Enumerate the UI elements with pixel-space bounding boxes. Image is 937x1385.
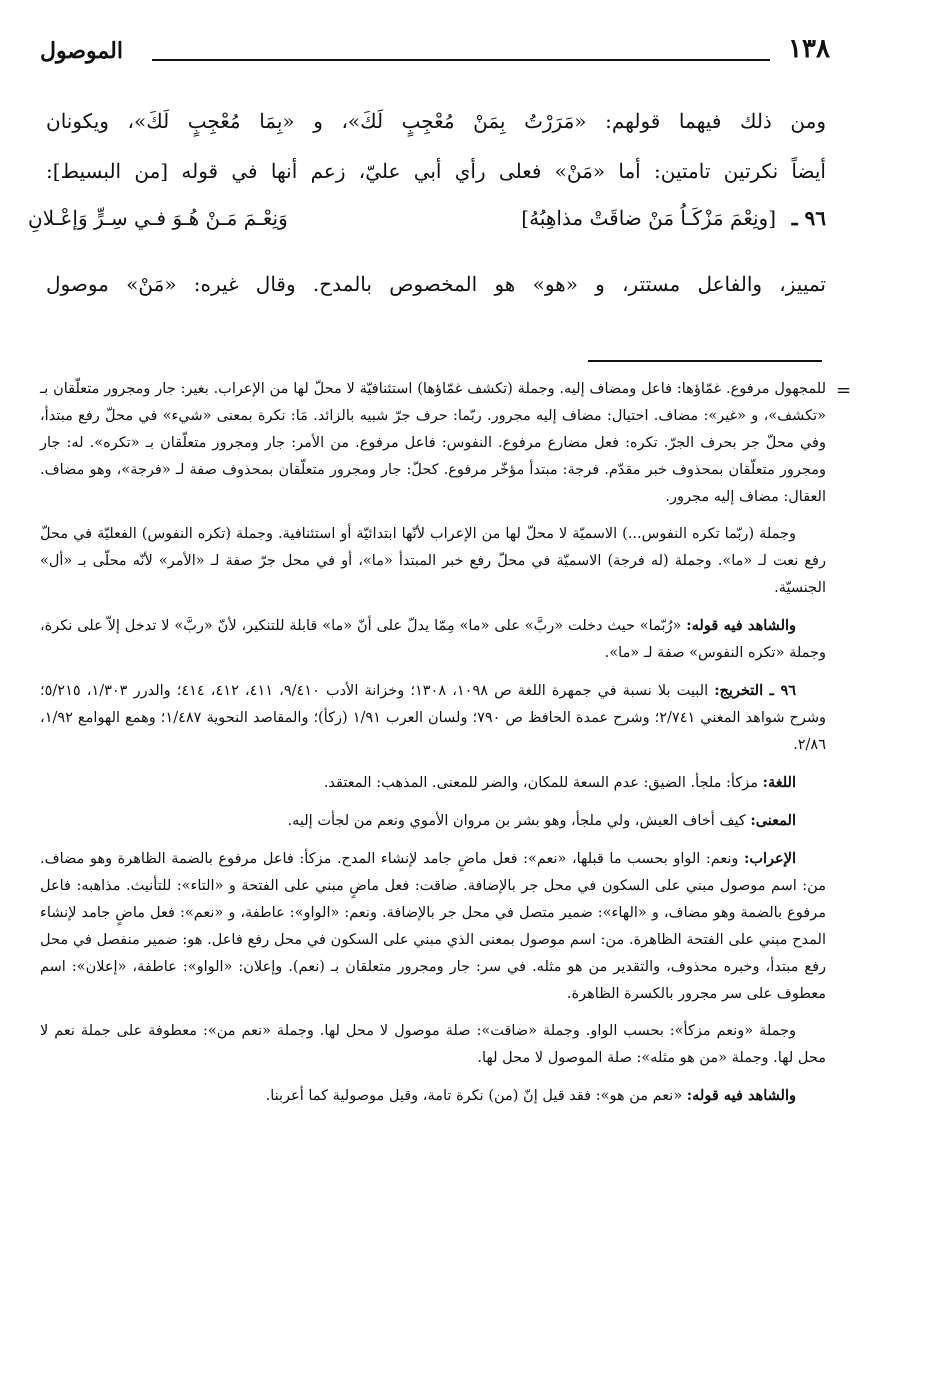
footnote-label: اللغة: <box>762 774 796 791</box>
footnote-separator <box>588 360 822 362</box>
footnote-paragraph <box>40 807 826 835</box>
footnote-text: كيف أخاف العيش، ولي ملجأ، وهو بشر بن مروان الأموي ونعم من لجأت إليه. <box>287 813 746 829</box>
running-title: الموصول <box>40 38 123 64</box>
main-text-top <box>46 96 826 196</box>
footnote-continuation-marker: = <box>836 380 852 401</box>
main-text-line: تمييز، والفاعل مستتر، و «هو» هو المخصوص بالمدح. وقال غيره: «مَنْ» موصول <box>46 272 826 296</box>
main-text-line: ومن ذلك فيهما قولهم: «مَرَرْتُ بِمَنْ مُعْجِبٍ لَكَ»، و «بِمَا مُعْجِبٍ لَكَ»، ويكونان <box>46 109 826 133</box>
footnote-text: «رُبّما» حيث دخلت «ربَّ» على «ما» مِمّا يدلّ على أنّ «ما» قابلة للتنكير، لأنّ «ربَّ» لا تدخل إلاّ على نكرة، وجملة «تكره النفوس» صفة لـ «ما». <box>40 618 826 661</box>
footnote-label: والشاهد فيه قوله: <box>686 1087 796 1104</box>
main-text-line: أيضاً نكرتين تامتين: أما «مَنْ» فعلى رأي أبي عليّ، زعم أنها في قوله [من البسيط]: <box>46 159 826 183</box>
footnote-label: المعنى: <box>750 812 796 829</box>
footnote-paragraph <box>40 1082 826 1110</box>
footnote-paragraph <box>40 769 826 797</box>
verse-second-hemistich: وَنِعْـمَ مَـنْ هُـوَ فـي سِـرٍّ وَإعْـلانِ <box>28 206 288 230</box>
header-rule <box>152 59 770 61</box>
footnote-text: البيت بلا نسبة في جمهرة اللغة ص ١٠٩٨، ١٣٠٨؛ وخزانة الأدب ٩/٤١٠، ٤١١، ٤١٢، ٤١٤؛ والدرر ١/٣٠٣، ٥/٢١٥؛ وشرح شواهد المغني ٢/٧٤١؛ وشرح عمدة الحافظ ص ٧٩٠؛ ولسان العرب ١/٩١ (زكأ)؛ والمقاصد النحوية ١/٤٨٧؛ وهمع الهوامع ١/٩٢، ٢/٨٦. <box>40 683 826 753</box>
page-number: ١٣٨ <box>788 34 830 64</box>
footnote-paragraph <box>40 677 826 759</box>
footnote-text: مزكأ: ملجأ. الضيق: عدم السعة للمكان، والضر للمعنى. المذهب: المعتقد. <box>323 775 759 791</box>
footnote-text: «نعم من هو»: فقد قيل إنّ (من) نكرة تامة، وقيل موصولية كما أعربنا. <box>265 1088 683 1104</box>
footnote-paragraph <box>40 612 826 667</box>
footnote-label: ٩٦ ـ التخريج: <box>714 682 797 699</box>
footnotes <box>40 376 826 1120</box>
main-text-bottom <box>46 264 826 304</box>
footnote-label: الإعراب: <box>744 850 796 867</box>
footnote-paragraph: وجملة «ونعم مزكأ»: بحسب الواو. وجملة «ضاقت»: صلة موصول لا محل لها. وجملة «نعم من»: معطوفة على جملة نعم لا محل لها. وجملة «من هو مثله»: صلة الموصول لا محل لها. <box>40 1023 826 1066</box>
footnote-paragraph: وجملة (ربّما تكره النفوس...) الاسميّة لا محلّ لها من الإعراب لأنّها ابتدائيّة أو استئنافية. وجملة (تكره النفوس) الفعليّة في محلّ رفع نعت لـ «ما». وجملة (له فرجة) الاسميّة في محلّ رفع خبر المبتدأ «ما»، أو في محل جرّ صفة لـ «الأمر» لأنّه محلّى بـ «أل» الجنسيّة. <box>40 526 826 596</box>
page-header <box>40 34 830 74</box>
footnote-label: والشاهد فيه قوله: <box>686 617 797 634</box>
footnote-text: ونعم: الواو بحسب ما قبلها، «نعم»: فعل ماضٍ جامد لإنشاء المدح. مزكأ: فاعل مرفوع بالضمة الظاهرة وهو مضاف. من: اسم موصول مبني على السكون في محل جر بالإضافة. ضاقت: فعل ماضٍ مبني على الفتحة و «التاء»: للتأنيث. مذاهبه: فاعل مرفوع بالضمة وهو مضاف، و «الهاء»: ضمير متصل في محل جر بالإضافة. ونعم: «الواو»: عاطفة، و «نعم»: فعل ماضٍ جامد لإنشاء المدح مبني على الفتحة الظاهرة. من: اسم موصول بمعنى الذي مبني على السكون في محل رفع فاعل. هو: ضمير منفصل في محل رفع مبتدأ، وخبره محذوف، والتقدير من هو مثله. في سر: جار ومجرور متعلقان بـ (نعم). وإعلان: «الواو»: عاطفة، «إعلان»: اسم معطوف على سر مجرور بالكسرة الظاهرة. <box>40 851 826 1002</box>
poetry-verse <box>28 198 826 244</box>
footnote-paragraph <box>40 845 826 1008</box>
verse-number: ٩٦ ـ <box>791 206 826 230</box>
verse-first-hemistich: [ونِعْمَ مَزْكَـاُ مَنْ ضاقَتْ مذاهِبُهُ] <box>521 206 776 230</box>
footnote-paragraph: للمجهول مرفوع. غمّاؤها: فاعل ومضاف إليه. وجملة (تكشف غمّاؤها) استئنافيّة لا محلّ لها من الإعراب. بغير: جار ومجرور متعلّقان بـ «تكشف»، و «غير»: مضاف. احتيال: مضاف إليه مجرور. ربّما: حرف جرّ شبيه بالزائد. مَا: نكرة بمعنى «شيء» في محلّ رفع مبتدأ، وفي محلّ جر بحرف الجرّ. تكره: فعل مضارع مرفوع. النفوس: فاعل مرفوع. من الأمر: جار ومجرور متعلّقان بـ «تكره». له: جار ومجرور متعلّقان بمحذوف خبر مقدّم. فرجة: مبتدأ مؤخّر مرفوع. كحلّ: جار ومجرور متعلّقان بمحذوف صفة لـ «فرجة»، وهو مضاف. العقال: مضاف إليه مجرور. <box>40 381 826 505</box>
